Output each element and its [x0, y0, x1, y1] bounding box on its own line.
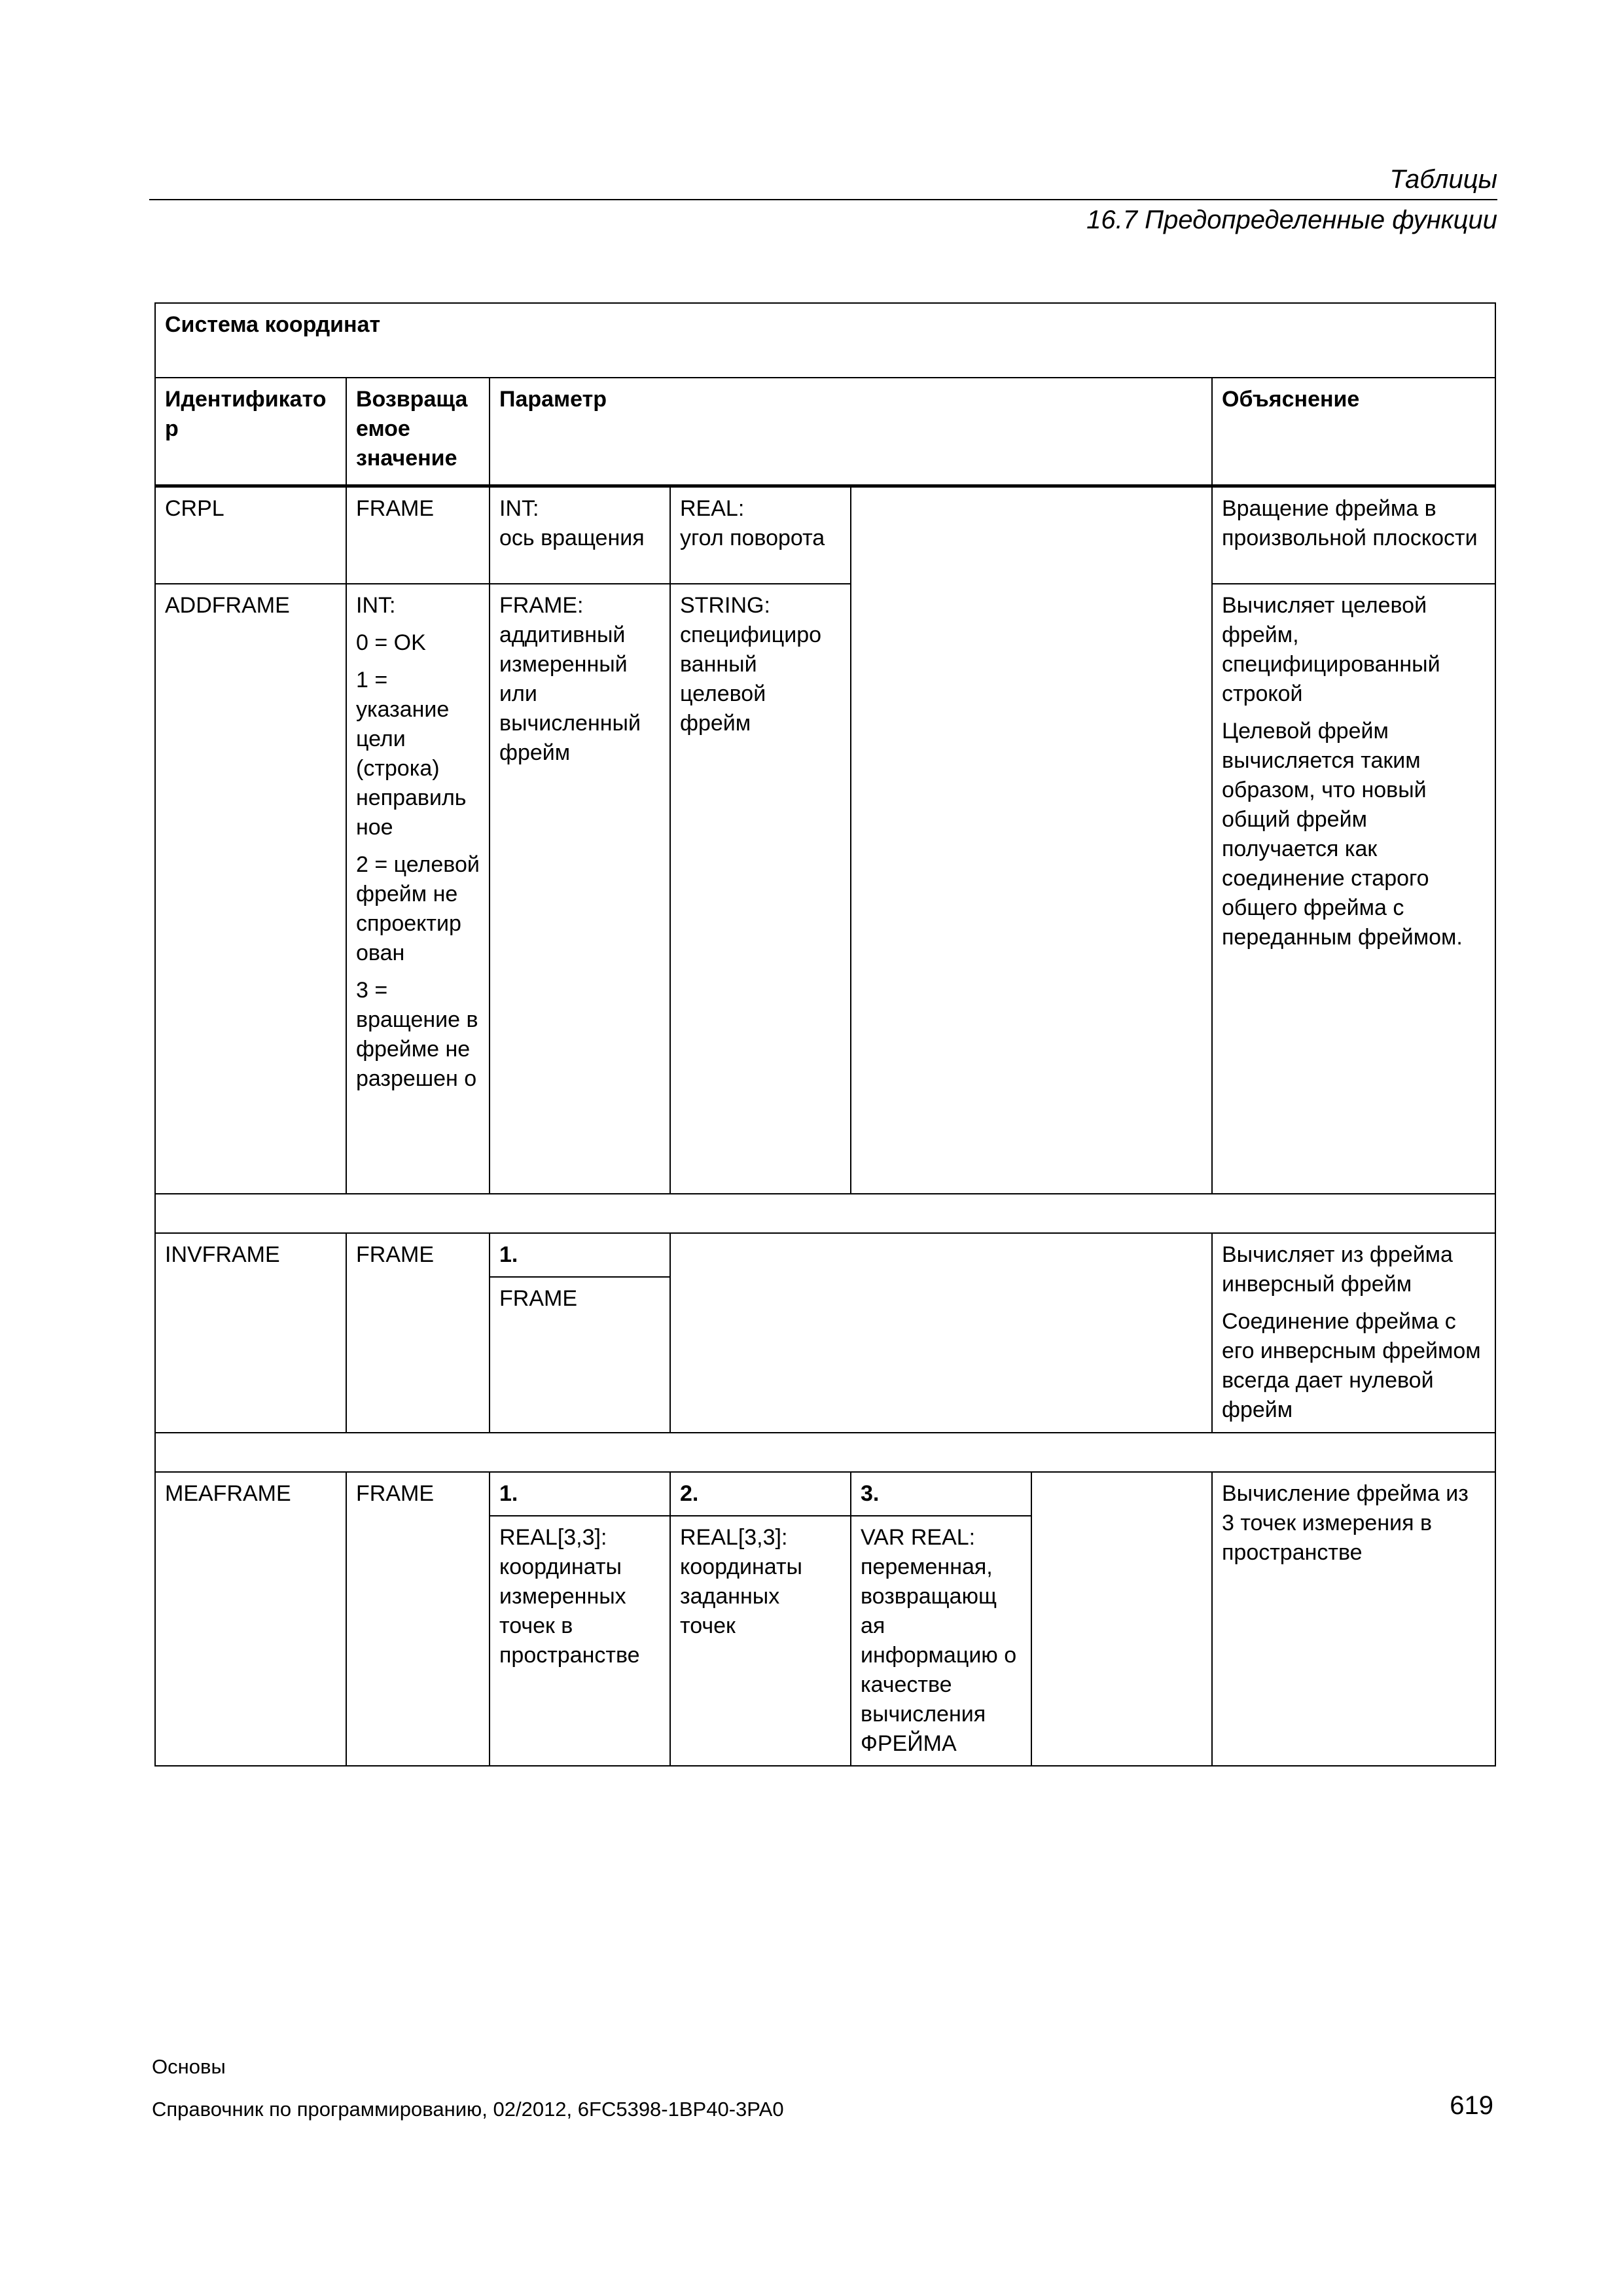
cell-id: CRPL	[155, 486, 346, 584]
cell-return: FRAME	[346, 1233, 490, 1433]
header-parameter: Параметр	[490, 378, 1212, 486]
param-desc: координаты измеренных точек в пространстве	[499, 1554, 640, 1668]
param-number-1: 1.	[490, 1233, 670, 1277]
param-number-1: 1.	[490, 1472, 670, 1516]
cell-param-empty	[670, 1233, 1212, 1433]
footer-manual-info: Справочник по программированию, 02/2012, 6FC5398-1BP40-3PA0	[152, 2098, 784, 2121]
header-explanation: Объяснение	[1212, 378, 1495, 486]
table-row-meaframe-numbers	[155, 1472, 1495, 1516]
cell-param-1: FRAME	[490, 1277, 670, 1433]
param-number-2: 2.	[670, 1472, 851, 1516]
param-type: REAL[3,3]:	[499, 1525, 607, 1550]
explanation-text: Вычисляет целевой фрейм, специфицированный строкой	[1222, 593, 1440, 706]
table-section-row	[155, 303, 1495, 378]
page-number: 619	[1450, 2091, 1493, 2120]
param-number-3: 3.	[851, 1472, 1031, 1516]
param-type: REAL:	[680, 495, 745, 521]
cell-param-2	[670, 486, 851, 584]
table-row-crpl	[155, 486, 1495, 584]
param-type: STRING:	[680, 593, 770, 618]
spacer-cell	[155, 1194, 1495, 1233]
param-desc: ось вращения	[499, 525, 645, 550]
cell-param-3	[851, 1516, 1031, 1766]
section-title: Система координат	[155, 303, 1495, 378]
cell-param-empty	[851, 486, 1212, 1194]
table-header-row	[155, 378, 1495, 486]
cell-param-empty	[1031, 1472, 1212, 1766]
cell-id: INVFRAME	[155, 1233, 346, 1433]
return-code-1: 1 = указание цели (строка) неправиль ное	[356, 668, 467, 840]
explanation-text: Вычисление фрейма из 3 точек измерения в пространстве	[1222, 1481, 1469, 1565]
header-identifier: Идентификато р	[155, 378, 346, 486]
param-type: FRAME:	[499, 593, 584, 618]
cell-param-2	[670, 584, 851, 1194]
return-code-0: 0 = OK	[356, 630, 426, 655]
param-type: REAL[3,3]:	[680, 1525, 788, 1550]
cell-explanation	[1212, 1233, 1495, 1433]
param-desc: угол поворота	[680, 525, 825, 550]
cell-explanation	[1212, 486, 1495, 584]
spacer-cell	[155, 1433, 1495, 1472]
cell-param-2	[670, 1516, 851, 1766]
cell-return	[346, 584, 490, 1194]
table-spacer-row	[155, 1433, 1495, 1472]
table-row-invframe-numbers	[155, 1233, 1495, 1277]
explanation-text: Вращение фрейма в произвольной плоскости	[1222, 495, 1478, 550]
table-spacer-row	[155, 1194, 1495, 1233]
cell-return: FRAME	[346, 1472, 490, 1766]
explanation-text: Соединение фрейма с его инверсным фреймом всегда дает нулевой фрейм	[1222, 1309, 1481, 1422]
header-rule	[149, 199, 1497, 200]
param-desc: специфициро ванный целевой фрейм	[680, 622, 822, 736]
param-desc: координаты заданных точек	[680, 1554, 802, 1638]
running-header-subtitle: 16.7 Предопределенные функции	[1086, 206, 1497, 234]
footer-book-title: Основы	[152, 2055, 226, 2078]
param-type: VAR REAL:	[861, 1525, 976, 1550]
param-type: INT:	[499, 495, 539, 521]
return-code-2: 2 = целевой фрейм не спроектир ован	[356, 852, 480, 965]
running-header-title: Таблицы	[1389, 165, 1497, 194]
coordinate-system-table	[154, 302, 1496, 1767]
cell-param-1	[490, 584, 670, 1194]
return-code-3: 3 = вращение в фрейме не разрешен о	[356, 978, 478, 1091]
cell-param-1	[490, 1516, 670, 1766]
explanation-text: Целевой фрейм вычисляется таким образом, что новый общий фрейм получается как соединение старого общего фрейма с переданным фреймом.	[1222, 719, 1463, 950]
cell-return: FRAME	[346, 486, 490, 584]
cell-id: ADDFRAME	[155, 584, 346, 1194]
cell-param-1	[490, 486, 670, 584]
explanation-text: Вычисляет из фрейма инверсный фрейм	[1222, 1242, 1453, 1297]
cell-explanation	[1212, 584, 1495, 1194]
header-return-value: Возвраща емое значение	[346, 378, 490, 486]
return-code-type: INT:	[356, 593, 396, 618]
param-desc: аддитивный измеренный или вычисленный фрейм	[499, 622, 641, 765]
param-desc: переменная, возвращающ ая информацию о качестве вычисления ФРЕЙМА	[861, 1554, 1017, 1756]
cell-explanation	[1212, 1472, 1495, 1766]
table-row-addframe	[155, 584, 1495, 1194]
cell-id: MEAFRAME	[155, 1472, 346, 1766]
